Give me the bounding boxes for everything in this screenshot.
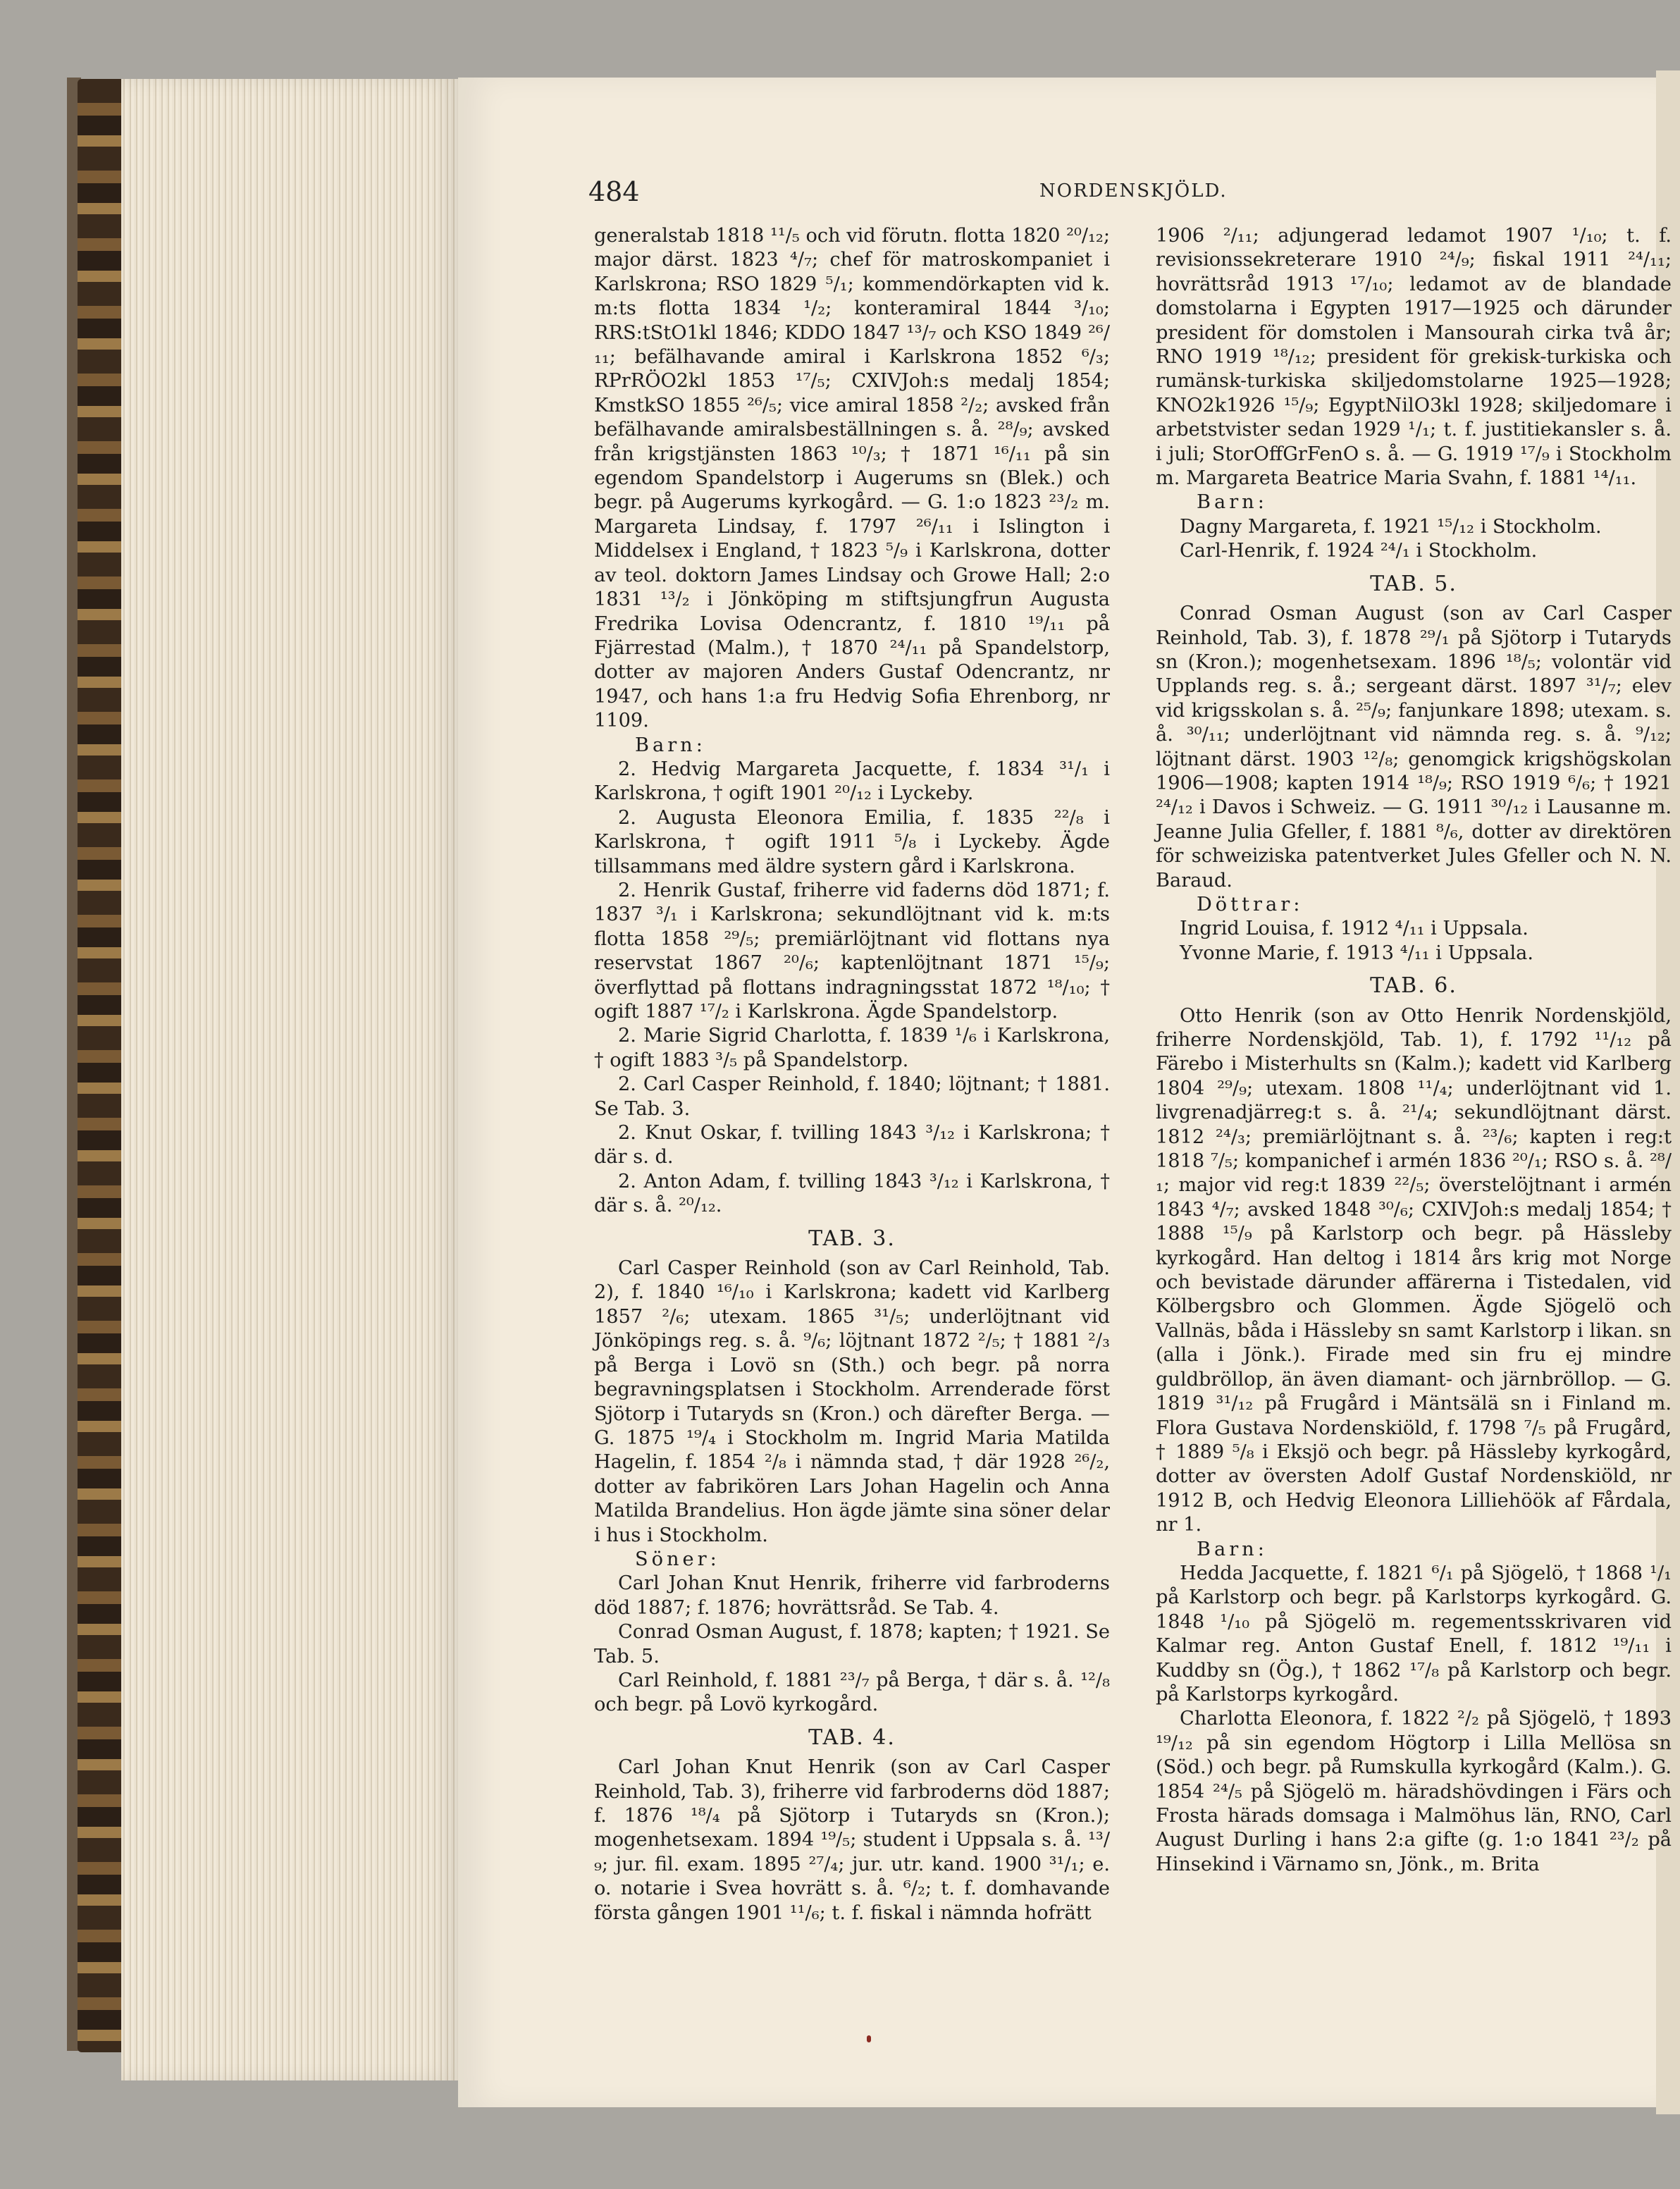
right-text-column [1156, 224, 1672, 1877]
entry-paragraph: Dagny Margareta, f. 1921 ¹⁵/₁₂ i Stockholm. [1180, 515, 1602, 538]
entry-paragraph: Charlotta Eleonora, f. 1822 ²/₂ på Sjögelö, † 1893 ¹⁹/₁₂ på sin egendom Högtorp i Lilla Mellösa sn (Söd.) och begr. på Rumskulla kyrkogård (Kalm.). G. 1854 ²⁴/₅ på Sjögelö m. häradshövdingen i Färs och Frosta härads domsaga i Malmöhus län, RNO, Carl August Durling i hans 2:a gifte (g. 1:o 1841 ²³/₂ på Hinsekind i Värnamo sn, Jönk., m. Brita [1156, 1708, 1672, 1875]
entry-paragraph: Otto Henrik (son av Otto Henrik Nordenskjöld, friherre Nordenskjöld, Tab. 1), f. 1792 ¹¹/₁₂ på Färebo i Misterhults sn (Kalm.); kadett vid Karlberg 1804 ²⁹/₉; utexam. 1808 ¹¹/₄; underlöjtnant vid 1. livgrenadjärreg:t s. å. ²¹/₄; sekundlöjtnant därst. 1812 ²⁴/₃; premiärlöjtnant s. å. ²³/₆; kapten i reg:t 1818 ⁷/₅; kompanichef i armén 1836 ²⁰/₁; RSO s. å. ²⁸/₁; major vid reg:t 1839 ²²/₅; överstelöjtnant i armén 1843 ⁴/₇; avsked 1848 ³⁰/₆; CXIVJoh:s medalj 1854; † 1888 ¹⁵/₉ på Karlstorp och begr. på Hässleby kyrkogård. Han deltog i 1814 års krig mot Norge och bevistade därunder affärerna i Tistedalen, vid Kölbergsbro och Glommen. Ägde Sjögelö och Vallnäs, båda i Hässleby sn samt Karlstorp i likan. sn (alla i Jönk.). Firade med sin fru ej mindre guldbröllop, än även diamant- och järnbröllop. — G. 1819 ³¹/₁₂ på Frugård i Mäntsälä sn i Finland m. Flora Gustava Nordenskiöld, f. 1798 ⁷/₅ på Frugård, † 1889 ⁵/₈ i Eksjö och begr. på Hässleby kyrkogård, dotter av översten Adolf Gustaf Nordenskiöld, nr 1912 B, och Hedvig Eleonora Lilliehöök af Fårdala, nr 1. [1156, 1004, 1672, 1536]
entry-paragraph: 2. Anton Adam, f. tvilling 1843 ³/₁₂ i Karlskrona, † där s. å. ²⁰/₁₂. [594, 1170, 1110, 1217]
left-text-column [594, 224, 1110, 1925]
entry-paragraph: 2. Augusta Eleonora Emilia, f. 1835 ²²/₈ i Karlskrona, † ogift 1911 ⁵/₈ i Lyckeby. Ägde tillsammans med äldre systern gård i Karlskrona. [594, 806, 1110, 877]
entry-paragraph: 1906 ²/₁₁; adjungerad ledamot 1907 ¹/₁₀; t. f. revisionssekreterare 1910 ²⁴/₉; fiskal 1911 ²⁴/₁₁; hovrättsråd 1913 ¹⁷/₁₀; ledamot av de blandade domstolarna i Egypten 1917—1925 och därunder president för domstolen i Mansourah cirka två år; RNO 1919 ¹⁸/₁₂; president för grekisk-turkiska och rumänsk-turkiska skiljedomstolarne 1925—1928; KNO2k1926 ¹⁵/₉; EgyptNilO3kl 1928; skiljedomare i arbetstvister sedan 1929 ¹/₁; t. f. justitiekansler s. å. i juli; StorOffGrFenO s. å. — G. 1919 ¹⁷/₉ i Stockholm m. Margareta Beatrice Maria Svahn, f. 1881 ¹⁴/₁₁. [1156, 225, 1672, 490]
entry-paragraph: Yvonne Marie, f. 1913 ⁴/₁₁ i Uppsala. [1180, 942, 1534, 964]
page-header [588, 176, 1244, 218]
entry-paragraph: 2. Hedvig Margareta Jacquette, f. 1834 ³¹/₁ i Karlskrona, † ogift 1901 ²⁰/₁₂ i Lyckeby. [594, 758, 1110, 805]
entry-paragraph: 2. Knut Oskar, f. tvilling 1843 ³/₁₂ i Karlskrona; † där s. d. [594, 1122, 1110, 1169]
page-number: 484 [588, 176, 640, 207]
book-spine-marbled [78, 79, 127, 2052]
entry-paragraph: Carl Casper Reinhold (son av Carl Reinhold, Tab. 2), f. 1840 ¹⁶/₁₀ i Karlskrona; kadett vid Karlberg 1857 ²/₆; utexam. 1865 ³¹/₅; underlöjtnant vid Jönköpings reg. s. å. ⁹/₆; löjtnant 1872 ²/₅; † 1881 ²/₃ på Berga i Lovö sn (Sth.) och begr. på norra begravningsplatsen i Stockholm. Arrenderade först Sjötorp i Tutaryds sn (Kron.) och därefter Berga. — G. 1875 ¹⁹/₄ i Stockholm m. Ingrid Maria Matilda Hagelin, f. 1854 ²/₈ i nämnda stad, † där 1928 ²⁶/₂, dotter av fabrikören Lars Johan Hagelin och Anna Matilda Brandelius. Hon ägde jämte sina söner delar i hus i Stockholm. [594, 1257, 1110, 1546]
entry-paragraph: 2. Marie Sigrid Charlotta, f. 1839 ¹/₆ i Karlskrona, † ogift 1883 ³/₅ på Spandelstorp. [594, 1025, 1110, 1071]
section-heading: TAB. 5. [1370, 571, 1457, 596]
stacked-page-edges [121, 79, 459, 2080]
entry-paragraph: Conrad Osman August (son av Carl Casper Reinhold, Tab. 3), f. 1878 ²⁹/₁ på Sjötorp i Tutaryds sn (Kron.); mogenhetsexam. 1896 ¹⁸/₅; volontär vid Upplands reg. s. å.; sergeant därst. 1897 ³¹/₇; elev vid krigsskolan s. å. ²⁵/₉; fanjunkare 1898; utexam. s. å. ³⁰/₁₁; underlöjtnant vid nämnda reg. s. å. ⁹/₁₂; löjtnant därst. 1903 ¹²/₈; genomgick krigshögskolan 1906—1908; kapten 1914 ¹⁸/₉; RSO 1919 ⁶/₆; † 1921 ²⁴/₁₂ i Davos i Schweiz. — G. 1911 ³⁰/₁₂ i Lausanne m. Jeanne Julia Gfeller, f. 1881 ⁸/₆, dotter av direktören för schweiziska patentverket Jules Gfeller och N. N. Baraud. [1156, 603, 1672, 892]
entry-paragraph: Carl Reinhold, f. 1881 ²³/₇ på Berga, † där s. å. ¹²/₈ och begr. på Lovö kyrkogård. [594, 1669, 1110, 1716]
section-heading: TAB. 3. [808, 1226, 896, 1251]
entry-paragraph: Carl Johan Knut Henrik (son av Carl Casper Reinhold, Tab. 3), friherre vid farbroderns död 1887; f. 1876 ¹⁸/₄ på Sjötorp i Tutaryds sn (Kron.); mogenhetsexam. 1894 ¹⁹/₅; student i Uppsala s. å. ¹³/₉; jur. fil. exam. 1895 ²⁷/₄; jur. utr. kand. 1900 ³¹/₁; e. o. notarie i Svea hovrätt s. å. ⁶/₂; t. f. domhavande första gången 1901 ¹¹/₆; t. f. fiskal i nämnda hofrätt [594, 1756, 1110, 1924]
children-heading: Barn: [635, 734, 706, 756]
entry-paragraph: 2. Henrik Gustaf, friherre vid faderns död 1871; f. 1837 ³/₁ i Karlskrona; sekundlöjtnant vid k. m:ts flotta 1858 ²⁹/₅; premiärlöjtnant vid flottans nya reservstat 1867 ²⁰/₆; kaptenlöjtnant 1871 ¹⁵/₉; överflyttad på flottans indragningsstat 1872 ¹⁸/₁₀; † ogift 1887 ¹⁷/₂ i Karlskrona. Ägde Spandelstorp. [594, 879, 1110, 1023]
entry-paragraph: Ingrid Louisa, f. 1912 ⁴/₁₁ i Uppsala. [1180, 918, 1528, 940]
running-title: NORDENSKJÖLD. [1039, 180, 1228, 202]
section-heading: TAB. 4. [808, 1725, 896, 1750]
section-heading: TAB. 6. [1370, 973, 1457, 999]
children-heading: Söner: [635, 1548, 720, 1570]
entry-paragraph: generalstab 1818 ¹¹/₅ och vid förutn. flotta 1820 ²⁰/₁₂; major därst. 1823 ⁴/₇; chef för matroskompaniet i Karlskrona; RSO 1829 ⁵/₁; kommendörkapten vid k. m:ts flotta 1834 ¹/₂; konteramiral 1844 ³/₁₀; RRS:tStO1kl 1846; KDDO 1847 ¹³/₇ och KSO 1849 ²⁶/₁₁; befälhavande amiral i Karlskrona 1852 ⁶/₃; RPrRÖO2kl 1853 ¹⁷/₅; CXIVJoh:s medalj 1854; KmstkSO 1855 ²⁶/₅; vice amiral 1858 ²/₂; avsked från befälhavande amiralsbeställningen s. å. ²⁸/₉; avsked från krigstjänsten 1863 ¹⁰/₃; † 1871 ¹⁶/₁₁ på sin egendom Spandelstorp i Augerums sn (Blek.) och begr. på Augerums kyrkogård. — G. 1:o 1823 ²³/₂ m. Margareta Lindsay, f. 1797 ²⁶/₁₁ i Islington i Middelsex i England, † 1823 ⁵/₉ i Karlskrona, dotter av teol. doktorn James Lindsay och Growe Hall; 2:o 1831 ¹³/₂ i Jönköping m stiftsjungfrun Augusta Fredrika Lovisa Odencrantz, f. 1810 ¹⁹/₁₁ på Fjärrestad (Malm.), † 1870 ²⁴/₁₁ på Spandelstorp, dotter av majoren Anders Gustaf Odencrantz, nr 1947, och hans 1:a fru Hedvig Sofia Ehrenborg, nr 1109. [594, 225, 1110, 732]
entry-paragraph: Hedda Jacquette, f. 1821 ⁶/₁ på Sjögelö, † 1868 ¹/₁ på Karlstorp och begr. på Karlstorps kyrkogård. G. 1848 ¹/₁₀ på Sjögelö m. regementsskrivaren vid Kalmar reg. Anton Gustaf Enell, f. 1812 ¹⁹/₁₁ i Kuddby sn (Ög.), † 1862 ¹⁷/₈ på Karlstorp och begr. på Karlstorps kyrkogård. [1156, 1562, 1672, 1706]
entry-paragraph: 2. Carl Casper Reinhold, f. 1840; löjtnant; † 1881. Se Tab. 3. [594, 1073, 1110, 1120]
children-heading: Döttrar: [1197, 893, 1304, 915]
ink-mark [867, 2035, 871, 2042]
entry-paragraph: Conrad Osman August, f. 1878; kapten; † 1921. Se Tab. 5. [594, 1621, 1110, 1667]
children-heading: Barn: [1197, 1538, 1268, 1560]
entry-paragraph: Carl Johan Knut Henrik, friherre vid farbroderns död 1887; f. 1876; hovrättsråd. Se Tab. 4. [594, 1572, 1110, 1619]
children-heading: Barn: [1197, 491, 1268, 514]
entry-paragraph: Carl-Henrik, f. 1924 ²⁴/₁ i Stockholm. [1180, 540, 1538, 562]
